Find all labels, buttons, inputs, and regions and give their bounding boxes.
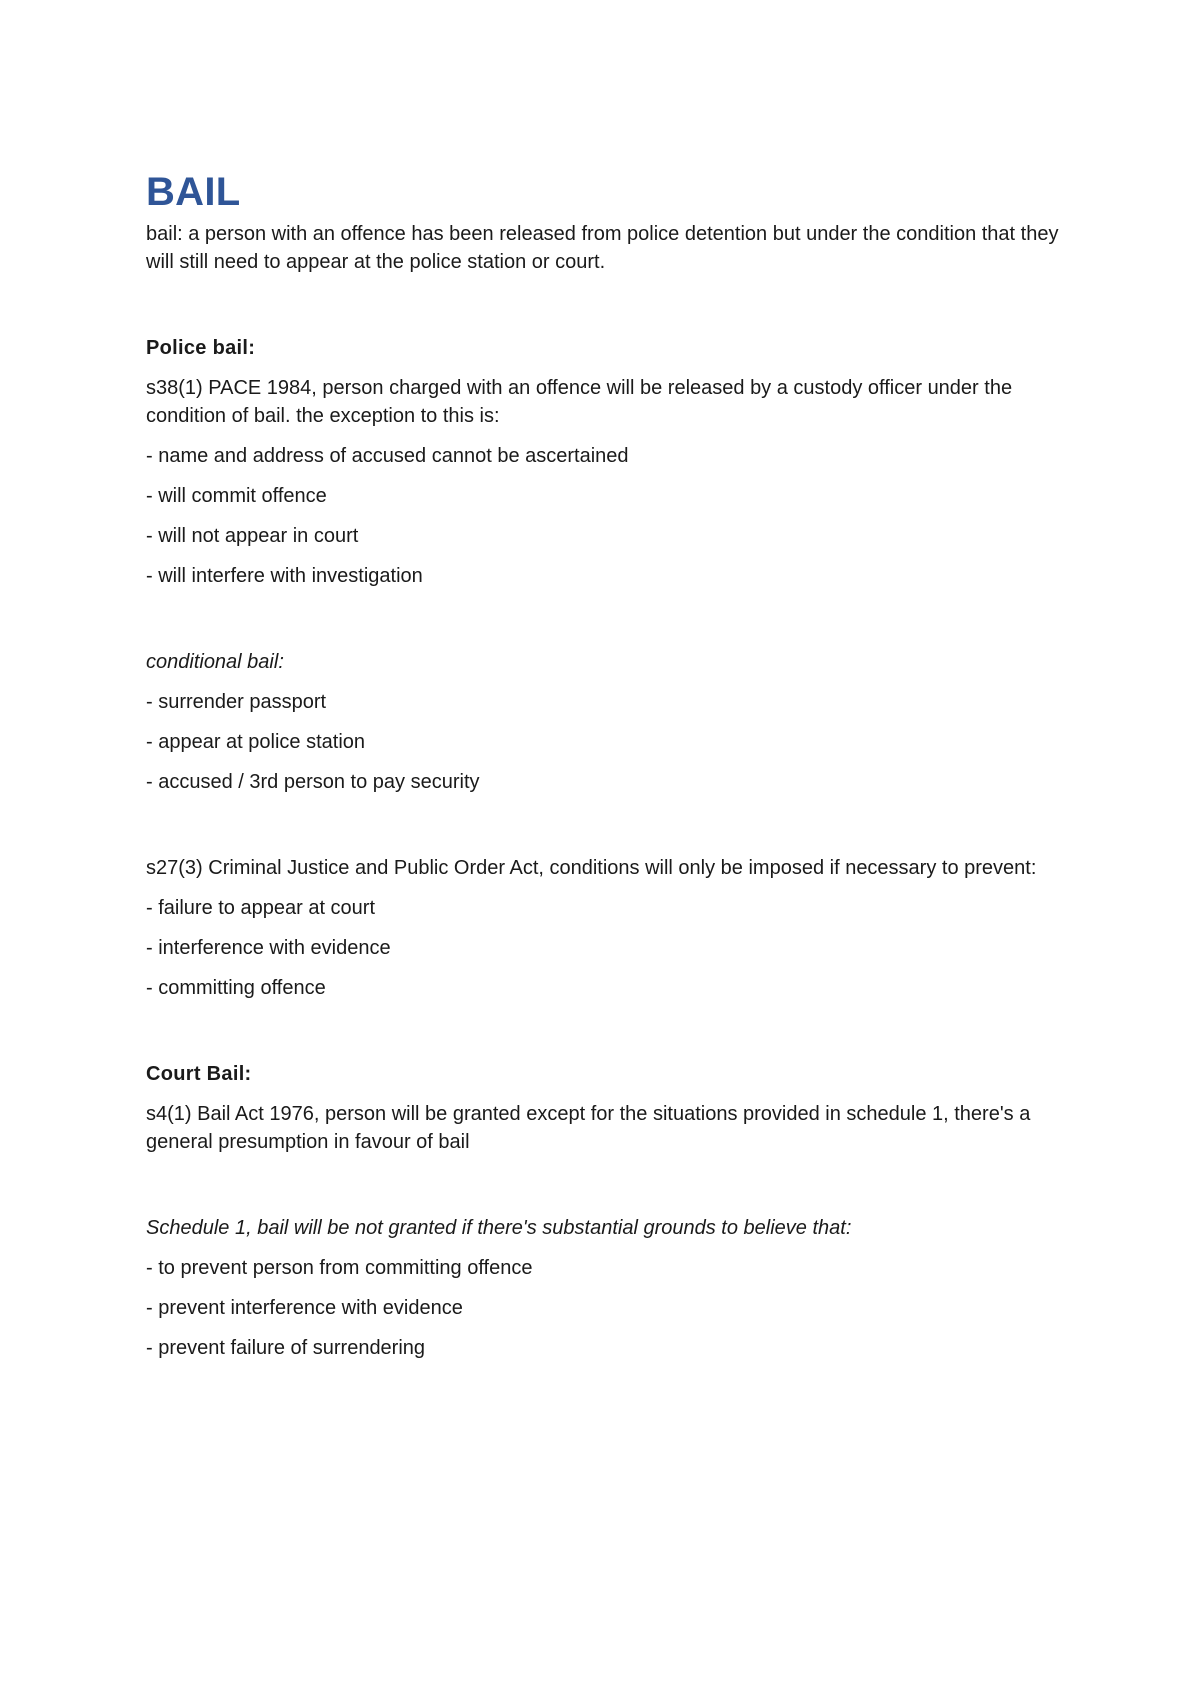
list-item: - will commit offence	[146, 485, 327, 507]
list-item: - prevent interference with evidence	[146, 1297, 463, 1319]
list-item: - appear at police station	[146, 731, 366, 753]
list-item: - surrender passport	[146, 691, 327, 713]
list-item: - to prevent person from committing offence	[146, 1257, 533, 1279]
police-bail-heading: Police bail:	[146, 337, 256, 359]
document-content	[146, 168, 1076, 1362]
list-item: - will interfere with investigation	[146, 565, 423, 587]
court-bail-text: s4(1) Bail Act 1976, person will be granted except for the situations provided in schedule 1, there's a general presumption in favour of bail	[146, 1103, 1031, 1153]
list-item: - name and address of accused cannot be ascertained	[146, 445, 629, 467]
list-item: - failure to appear at court	[146, 897, 376, 919]
court-bail-heading: Court Bail:	[146, 1063, 252, 1085]
list-item: - accused / 3rd person to pay security	[146, 771, 480, 793]
list-item: - interference with evidence	[146, 937, 391, 959]
page-title: BAIL	[146, 170, 241, 214]
list-item: - prevent failure of surrendering	[146, 1337, 426, 1359]
police-bail-text: s38(1) PACE 1984, person charged with an offence will be released by a custody officer under the condition of bail. the exception to this is:	[146, 377, 1013, 427]
list-item: - will not appear in court	[146, 525, 359, 547]
schedule-heading: Schedule 1, bail will be not granted if there's substantial grounds to believe that:	[146, 1217, 852, 1239]
conditional-bail-heading: conditional bail:	[146, 651, 284, 673]
list-item: - committing offence	[146, 977, 326, 999]
spacer	[146, 276, 1076, 334]
intro-paragraph: bail: a person with an offence has been released from police detention but under the condition that they will still need to appear at the police station or court.	[146, 223, 1059, 273]
s27-text: s27(3) Criminal Justice and Public Order Act, conditions will only be imposed if necessary to prevent:	[146, 857, 1037, 879]
